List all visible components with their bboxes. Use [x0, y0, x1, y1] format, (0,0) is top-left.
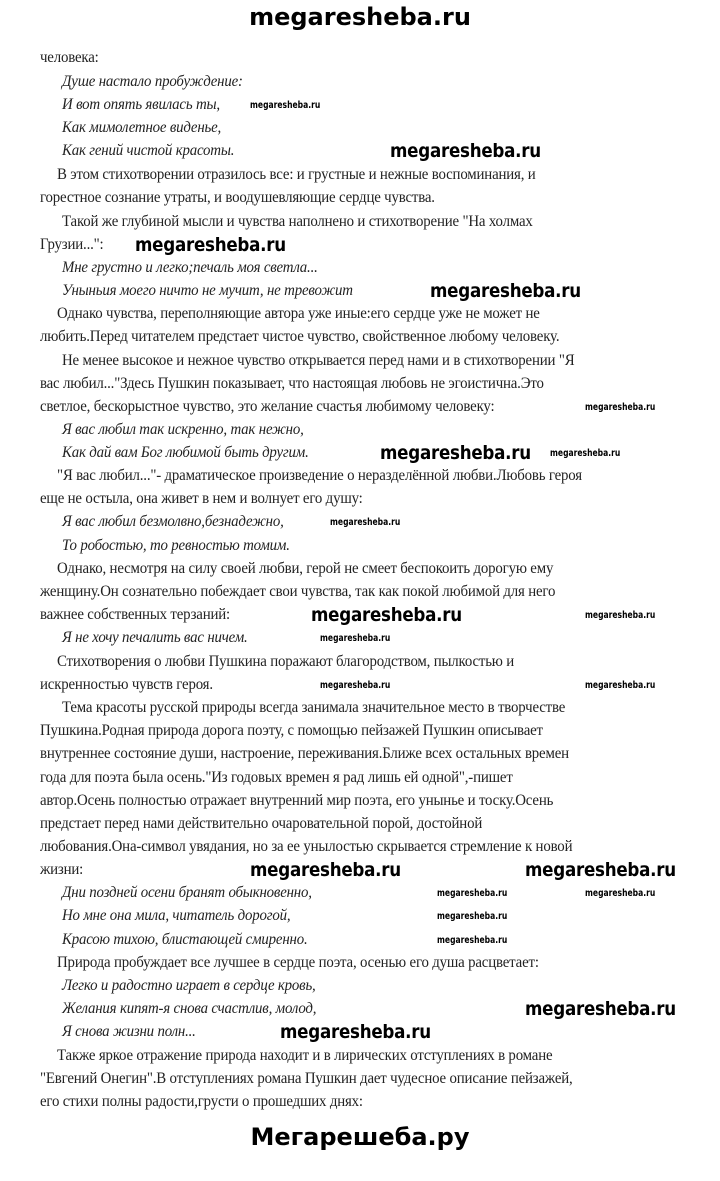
watermark: megaresheba.ru: [250, 859, 401, 881]
watermark-small: megaresheba.ru: [437, 911, 508, 922]
watermark: megaresheba.ru: [311, 604, 462, 626]
text-line: любования.Она-символ увядания, но за ее унылостью скрывается стремление к новой: [40, 838, 573, 855]
poem-line: Как дай вам Бог любимой быть другим.: [62, 444, 309, 461]
watermark-small: megaresheba.ru: [437, 888, 508, 899]
poem-line: Желания кипят-я снова счастлив, молод,: [62, 1000, 317, 1017]
watermark-small: megaresheba.ru: [550, 448, 621, 459]
text-line: Стихотворения о любви Пушкина поражают благородством, пылкостью и: [57, 653, 515, 670]
poem-line: Душе настало пробуждение:: [62, 73, 243, 90]
poem-line: То робостью, то ревностью томим.: [62, 537, 290, 554]
text-line: Не менее высокое и нежное чувство открывается перед нами и в стихотворении "Я: [62, 352, 575, 369]
watermark-small: megaresheba.ru: [585, 610, 656, 621]
poem-line: Уныньия моего ничто не мучит, не тревожит: [62, 282, 353, 299]
poem-line: Мне грустно и легко;печаль моя светла...: [62, 259, 318, 276]
poem-line: Я снова жизни полн...: [62, 1023, 196, 1040]
site-header: megaresheba.ru: [249, 3, 471, 31]
text-line: "Я вас любил..."- драматическое произведение о неразделённой любви.Любовь героя: [57, 467, 582, 484]
watermark: megaresheba.ru: [525, 859, 676, 881]
text-line: светлое, бескорыстное чувство, это желание счастья любимому человеку:: [40, 398, 495, 415]
poem-line: Дни поздней осени бранят обыкновенно,: [62, 884, 312, 901]
text-line: еще не остыла, она живет в нем и волнует его душу:: [40, 490, 363, 507]
poem-line: Как мимолетное виденье,: [62, 119, 222, 136]
watermark-small: megaresheba.ru: [585, 402, 656, 413]
poem-line: И вот опять явилась ты,: [62, 96, 220, 113]
watermark-small: megaresheba.ru: [330, 517, 401, 528]
watermark: megaresheba.ru: [280, 1021, 431, 1043]
watermark-small: megaresheba.ru: [320, 633, 391, 644]
text-line: жизни:: [40, 861, 84, 878]
text-line: Грузии...":: [40, 236, 104, 253]
text-line: Пушкина.Родная природа дорога поэту, с помощью пейзажей Пушкин описывает: [40, 722, 543, 739]
text-line: Природа пробуждает все лучшее в сердце поэта, осенью его душа расцветает:: [57, 954, 539, 971]
text-line: искренностью чувств героя.: [40, 676, 213, 693]
text-line: женщину.Он сознательно побеждает свои чувства, так как покой любимой для него: [40, 583, 556, 600]
text-line: внутреннее состояние души, настроение, переживания.Ближе всех остальных времен: [40, 745, 569, 762]
text-line: Такой же глубиной мысли и чувства наполнено и стихотворение "На холмах: [62, 213, 533, 230]
watermark-small: megaresheba.ru: [437, 935, 508, 946]
watermark: megaresheba.ru: [430, 280, 581, 302]
poem-line: Красою тихою, блистающей смиренно.: [62, 931, 308, 948]
watermark-small: megaresheba.ru: [585, 680, 656, 691]
text-line: Однако чувства, переполняющие автора уже иные:его сердце уже не может не: [57, 305, 540, 322]
watermark-small: megaresheba.ru: [320, 680, 391, 691]
poem-line: Я не хочу печалить вас ничем.: [62, 629, 248, 646]
poem-line: Я вас любил безмолвно,безнадежно,: [62, 513, 284, 530]
poem-line: Я вас любил так искренно, так нежно,: [62, 421, 304, 438]
text-line: важнее собственных терзаний:: [40, 606, 230, 623]
watermark: megaresheba.ru: [390, 140, 541, 162]
text-line: предстает перед нами действительно очаровательной порой, достойной: [40, 815, 483, 832]
watermark-small: megaresheba.ru: [585, 888, 656, 899]
text-line: Однако, несмотря на силу своей любви, герой не смеет беспокоить дорогую ему: [57, 560, 554, 577]
watermark-small: megaresheba.ru: [250, 100, 321, 111]
text-line: его стихи полны радости,грусти о прошедших днях:: [40, 1093, 363, 1110]
text-line: года для поэта была осень."Из годовых времен я рад лишь ей одной",-пишет: [40, 769, 513, 786]
text-line: Тема красоты русской природы всегда занимала значительное место в творчестве: [62, 699, 566, 716]
text-line: человека:: [40, 49, 99, 66]
text-line: любить.Перед читателем предстает чистое чувство, свойственное любому человеку.: [40, 328, 560, 345]
poem-line: Легко и радостно играет в сердце кровь,: [62, 977, 316, 994]
watermark: megaresheba.ru: [135, 234, 286, 256]
watermark: megaresheba.ru: [525, 998, 676, 1020]
watermark: megaresheba.ru: [380, 442, 531, 464]
poem-line: Как гений чистой красоты.: [62, 142, 235, 159]
text-line: "Евгений Онегин".В отступлениях романа Пушкин дает чудесное описание пейзажей,: [40, 1070, 573, 1087]
text-line: горестное сознание утраты, и воодушевляющие сердце чувства.: [40, 189, 435, 206]
poem-line: Но мне она мила, читатель дорогой,: [62, 907, 291, 924]
site-footer: Мегарешеба.ру: [250, 1123, 470, 1151]
text-line: вас любил..."Здесь Пушкин показывает, что настоящая любовь не эгоистична.Это: [40, 375, 544, 392]
text-line: В этом стихотворении отразилось все: и грустные и нежные воспоминания, и: [57, 166, 536, 183]
text-line: автор.Осень полностью отражает внутренний мир поэта, его унынье и тоску.Осень: [40, 792, 554, 809]
text-line: Также яркое отражение природа находит и в лирических отступлениях в романе: [57, 1047, 553, 1064]
